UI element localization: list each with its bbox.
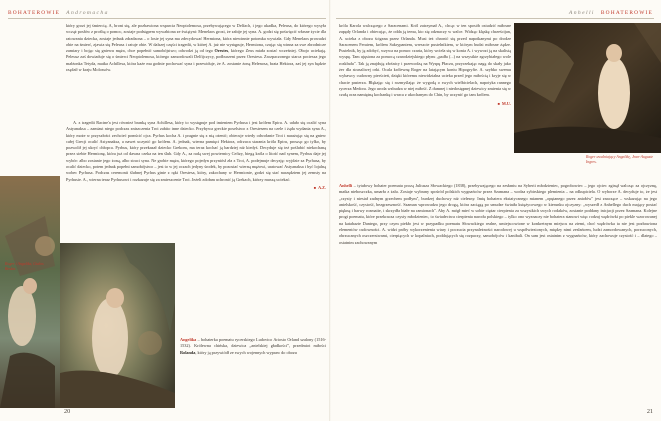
- painting-roger-angelika: [0, 176, 60, 408]
- left-caption: Roger i Angelika, Gialos Beskin.: [5, 262, 44, 271]
- anhelli-name: Anhelli: [339, 183, 353, 188]
- left-body-mid: [66, 120, 326, 191]
- painting-roger-freeing-angelika: [514, 23, 661, 153]
- right-body-anhelli: [339, 183, 657, 246]
- painting-angelika-large: [60, 243, 175, 408]
- painting-roger-freeing-angelika-image: [514, 23, 661, 153]
- right-header-category: BOHATEROWIE: [600, 10, 653, 16]
- left-body-top-text-2: , którego Zeus miała zostać wcześniej. Obojo uciekają. Peleusz zaś dowiaduje się o śmierci Neoptolemosa, którego zamordowali Delfijczycy, podburzeni przez Orestesa. Zrozpaczonego starca pociesza jego małżonka Tetyda, matka Achillesa, która każe mu godnie pochować syna i przewiduje, że A. zostanie żoną Helenosa, brata Hektora, zaś jej syn będzie rządził w kraju Molossów.: [66, 48, 326, 73]
- orestes-name: Orestes: [214, 48, 229, 54]
- right-anhelli-text: – tytułowy bohater poematu prozą Juliusza Słowackiego (1838), przebywającego na zesłaniu na Syberii młodzieniec, pogrobowiec – jego ojciec zginął walcząc za ojczyznę, matka nieboszczka, umarła z żalu. Zostaje wybrany spośród polskich wygnańców przez Szamana – wodza sybirskiego plemienia – na odkupiciela. O wyborze A. decyduje to, że jest „czysty i niesiał zadnym grzechem podłym", burdzej duchowy niż cielesny. Imię bohatera ekstatycznego mianem „opętanego przez aniołów" jest znaczące – wskazując na jego anielskość, czystość, bezgrzeszność. Szaman wprowadza jego drogą, która zaciągą po smudze światła księżycowego w kierunku ojczyzny: „wyszedł z Anhellego duch mający postać piękną i barwy rozmaite, i skrzydła białe na ramionach". Aby A. mógł mieć w sobie ciężar cierpienia za wszystkich swych rodaków, zostanie poddany inicjacji przez Szamana. Kolejne progi poematu, które przekracza czysty młodzieniec, to świadectwa cierpienia narodu polskiego – tylko ono wyznaczy nie bohatera stanowi więc rodzaj wędrówki po piekle wzorowanej na katabazie Dantego, przy czym piekło jest w przypadku poematu Słowackiego realne, umiejscowione w konkretnym miejscu na ziemi, choć wędrówka ta nie jest pozbawiona elementów cudowności. A. widzi próby wykorzenienia wiary i poczucia przynależności narodowej u współwiezionych, między nimi zesłańcem, ludzi zamordowanych, porzuconych, obrzucanych oszczerstwami, cierpiących w kopalniach, poddających się rozpaczy, samobójców i kanibali. On sam jest ostatnim z wygnańców, który zachowuje czystość i – dlatego – ostatnim zachowanym: [339, 183, 657, 245]
- right-body-top: [339, 23, 511, 107]
- right-caption: Roger uwalniający Angelikę, Jean-Auguste Ingres.: [586, 155, 654, 164]
- left-body-mid-text: A. z tragedii Racine'a jest również branką syna Achillesa, który to występuje pod imieniem Pyrhusa i jest królem Epiru. A. udało się ocalić syna Astyanaksa – zamiast niego podczas zniszczenia Troi zabito inne dziecko. Przybywa greckie poselstwo z Orestesem na czele i żąda wydania syna A., który może w przyszłości zechcieć pomścić ojca. Pyrhus kocha A. i pragnie się z nią ożenić; obiecuje wtedy odwołanie Troi i narażając się na gniew całej Grecji ocalić Astyanaksa, a nawet uczynić go królem. A. jednak, wierna pamięci Hektora, odrzuca starania króla Epiru, prosząc go tylko, by pozwolił jej ukryć chłopca. Pyrhus, który przekazał dziecko Grekom, ma teraz kochać ją bardziej niż kiedyś. Decyduje się też poślubić niekochaną przez siebie Hermionę, która już od dawna czeka na ten ślub. Gdy A., za radą swej powiernicy Cefizy, biegą króla o litość nad synem, Pyrhus daje jej wybór: albo zostanie jego żoną, albo straci syna. Ne grobie męża, którego pojedyn przyniósł zła z Troi, A. podejmuje decyzję: wyjdzie za Pyrhusa, by ocalić dziecko, potem jednak popełni samobójstwo – jest to w jej oczach jedyny środek, by pozostać wierną mężowi, uratować Astyanaksa i być lojalną wobec Pyrhusa. Podczas ceremonii ślubnej Pyrhus ginie z ręki Orestesa, który, zakochany w Hermionie, godzi się stać narzędziem jej zemsty na Pyrhusie. A., wierna teraz Pyrhusowi i rozkazuje się za zmieszcenie Troi. Jeżeli zdołam uchronić ją Grekach, którzy muszą uciekać.: [66, 120, 326, 182]
- right-page-number: 21: [646, 408, 653, 415]
- left-body-top: [66, 23, 326, 73]
- right-header-rule: [336, 18, 654, 19]
- left-running-header: [8, 10, 109, 16]
- painting-angelika-large-image: [60, 243, 175, 408]
- right-running-header: [569, 10, 653, 16]
- left-body-angelika: [180, 337, 326, 356]
- left-angelika-text-2: , który ją przywiódł ze swych wojennych wypraw do obozu: [195, 349, 297, 355]
- angelika-name: Angelika: [180, 337, 197, 342]
- painting-roger-angelika-image: [0, 176, 60, 408]
- right-page: [331, 0, 661, 421]
- right-body-top-text: króla Karola walczącego z Saracenami. Król zatrzymał A., chcąc w ten sposób ostudzić miłosne zapędy Orlanda i obiecując, że odda ją temu, kto się odznaczy w walce. Widząc klęskę chrześcijan, A. ucieka z obozu ścigana przez Orlanda. Musi też chronić się przed napotkanymi po drodze Saracenem Feraiem, królem Sakrypantem, wreszcie pustelnikiem, w którym budzi miłosne żądze. Pustelnik, by ją zdobyć, wzywa na pomoc czarta, który wciela się w konia A. i wywozi ją na skalistą wyspę. Tam ujęstona za pomocą czarodziejskiego płynu „padła (...) na wszystkie zgrzybiałego wole rozkładu". Tak ją znajdują złośnicy i przewodzą na Wyspę Płaczu, przyrzekając nagą do skały jako żer dla straszliwej orki. Ocala królewnę Roger na latającym koniu Hipogryfie. A. szybko swemu wybawcy cudowny pierścień, dzięki któremu niewidzialna ucieka przed jego miłością i kryje się w chacie pasterza. Błąkając się i rozmyślając że wygodą o swych wielbicielach, napotyka rannego rycerza Medora. Jego uroda wzbudza w niej miłość. Z dumnej i niedostępnej dziewicy zmienia się w czułą oraz namiętną kochankę i wraca z ukochanym do Chin, by uczynić go tam królem.: [339, 23, 511, 98]
- left-header-title: Andromacha: [66, 10, 109, 16]
- left-signature-1: ■ A.Z.: [66, 185, 326, 191]
- roland-name: Rolanda: [180, 349, 196, 355]
- left-body-top-text: który grozi jej śmiercią. A, broni się, ale pozbawiona wsparcia Neoptolemosa, przebywającego w Delfach, i jego ukadka, Peleusa, do którego wysyła wcząż posłów z prośbą o pomoc, zostaje podstępem wywabiona ze świątyni: Menelaos grozi, że zabije jej syna. A. godzi się poświęcić własne życie dla ratowania dziecka, zostaje jednak zdradzona – o losie jej syna ma zdecydować Hermiona, która niewinnie potomka wywiała. Gdy Menelaos prowadzi obie na śmierć, zjawia się Peleusz i ratuje obie. W dalszej części tragedii, w której A. już nie występuje, Hermiona, czując się winna za swe zbrodnicze zamiary i bojąc się gniewu męża, chce popełnić samobójstwo; odwodzi ją od tego: [66, 23, 326, 54]
- right-signature-1: ■ M.U.: [339, 101, 511, 107]
- left-header-category: BOHATEROWIE: [8, 10, 61, 16]
- left-page: [0, 0, 330, 421]
- left-angelika-text: – bohaterka poematu rycerskiego Ludovico Ariosto Orland szalony (1516-1532). Królewna chińska, dziewica „anielskiej gładkości”, przedmiot miłości: [180, 337, 326, 349]
- left-page-number: 20: [64, 408, 71, 415]
- left-header-rule: [8, 18, 326, 19]
- right-header-title: Anhelli: [568, 10, 595, 16]
